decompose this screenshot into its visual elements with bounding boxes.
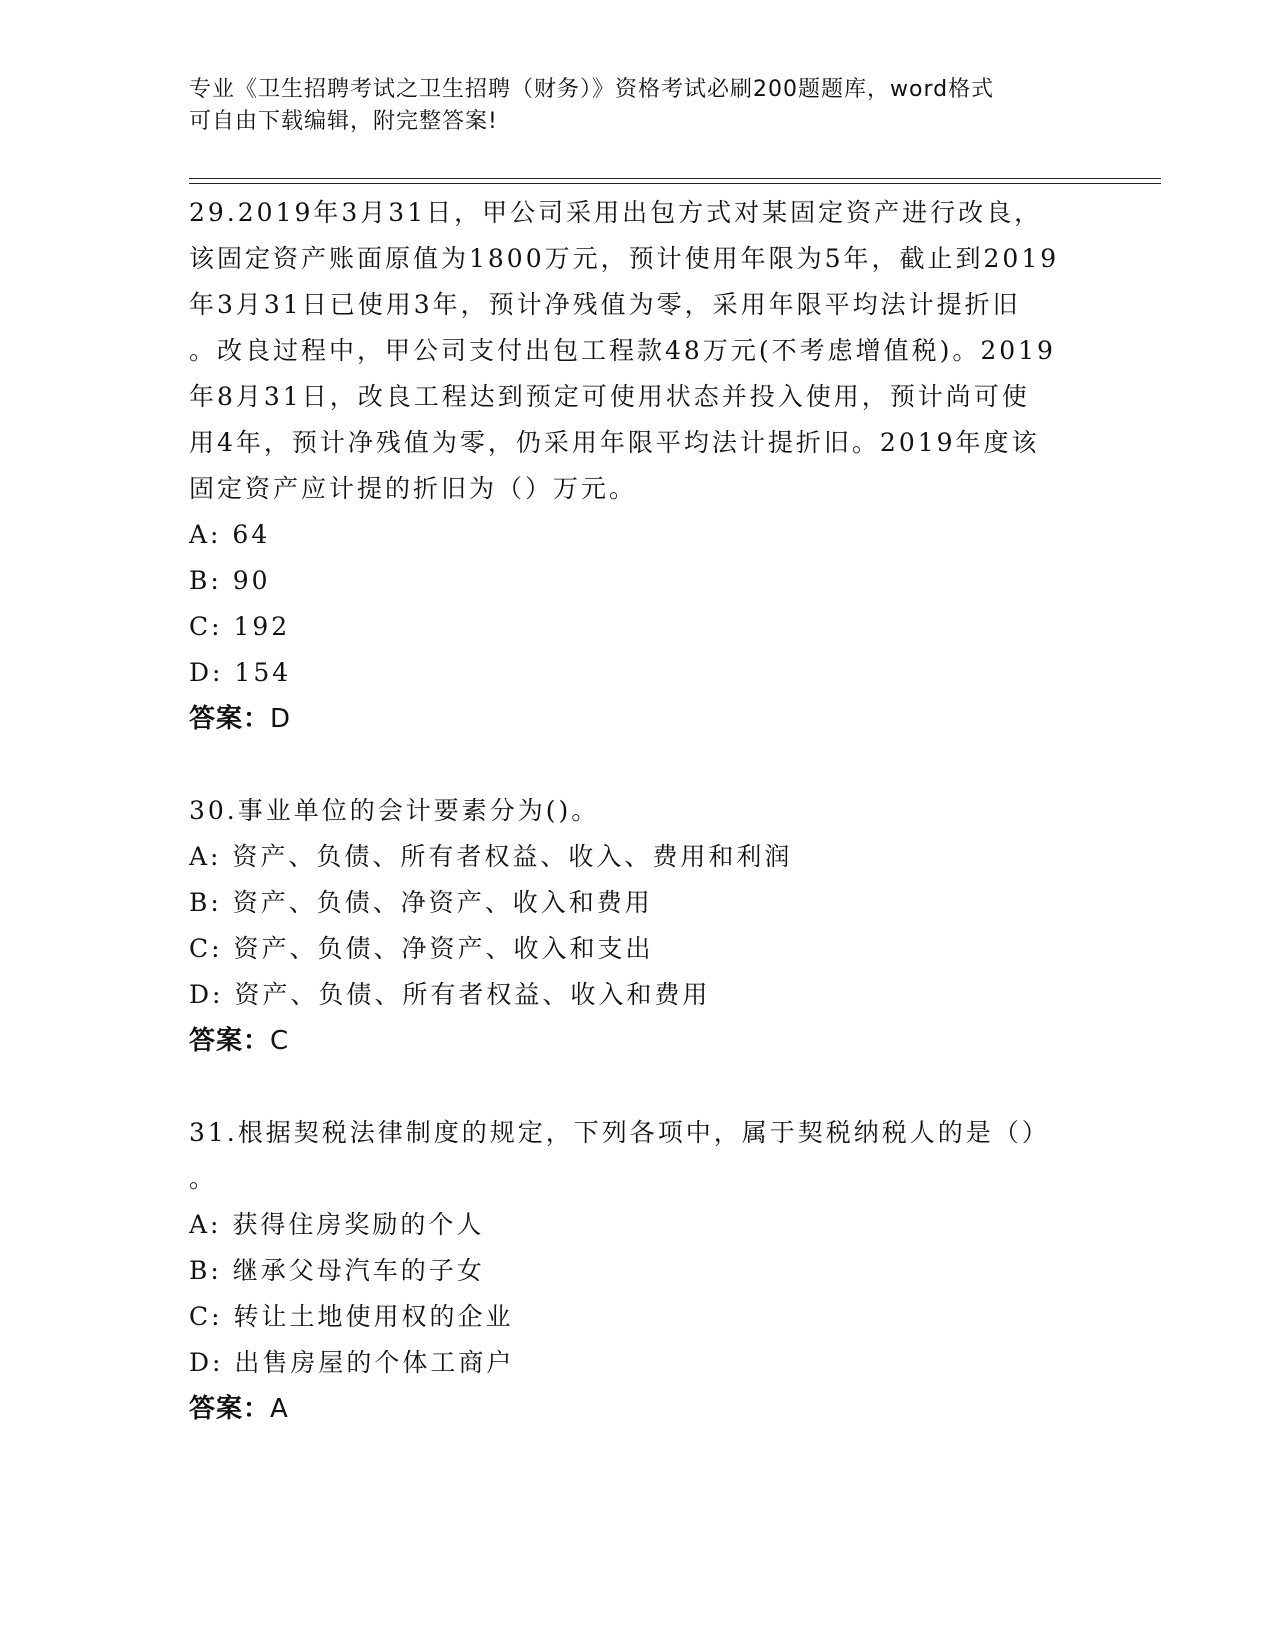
question-stem: 30.事业单位的会计要素分为()。 (189, 796, 600, 825)
question-30 (189, 788, 1089, 1064)
header-line-1: 专业《卫生招聘考试之卫生招聘（财务）》资格考试必刷200题题库，word格式 (189, 77, 995, 102)
question-stem: 29.2019年3月31日，甲公司采用出包方式对某固定资产进行改良， 该固定资产账面原值为1800万元，预计使用年限为5年，截止到2019 年3月31日已使用3年，预计净残值为零，采用年限平均法计提折旧 。改良过程中，甲公司支付出包工程款48万元(不考虑增值税)。2019 年8月31日，改良工程达到预定可使用状态并投入使用，预计尚可使 用4年，预计净残值为零，仍采用年限平均法计提折旧。2019年度该 固定资产应计提的折旧为（）万元。 (189, 198, 1060, 503)
answer-value: A (270, 1394, 289, 1424)
option-d: D: 154 (189, 658, 292, 687)
option-c: C: 192 (189, 612, 291, 641)
option-b: B: 资产、负债、净资产、收入和费用 (189, 888, 653, 917)
answer-label: 答案： (189, 1026, 271, 1056)
page-header (189, 74, 1089, 138)
answer-value: D (270, 704, 292, 734)
header-line-2: 可自由下载编辑，附完整答案! (189, 109, 498, 134)
answer (189, 1386, 1089, 1432)
answer-label: 答案： (189, 1394, 271, 1424)
option-b: B: 90 (189, 566, 271, 595)
answer-value: C (270, 1026, 290, 1056)
answer (189, 696, 1089, 742)
question-list (189, 190, 1089, 1478)
question-29 (189, 190, 1089, 742)
option-a: A: 资产、负债、所有者权益、收入、费用和利润 (189, 842, 793, 871)
option-a: A: 64 (189, 520, 271, 549)
option-b: B: 继承父母汽车的子女 (189, 1256, 485, 1285)
header-divider (189, 178, 1161, 184)
option-a: A: 获得住房奖励的个人 (189, 1210, 485, 1239)
option-c: C: 资产、负债、净资产、收入和支出 (189, 934, 654, 963)
question-31 (189, 1110, 1089, 1432)
option-c: C: 转让土地使用权的企业 (189, 1302, 514, 1331)
answer (189, 1018, 1089, 1064)
option-d: D: 资产、负债、所有者权益、收入和费用 (189, 980, 711, 1009)
question-stem: 31.根据契税法律制度的规定，下列各项中，属于契税纳税人的是（） 。 (189, 1118, 1050, 1193)
answer-label: 答案： (189, 704, 271, 734)
option-d: D: 出售房屋的个体工商户 (189, 1348, 515, 1377)
